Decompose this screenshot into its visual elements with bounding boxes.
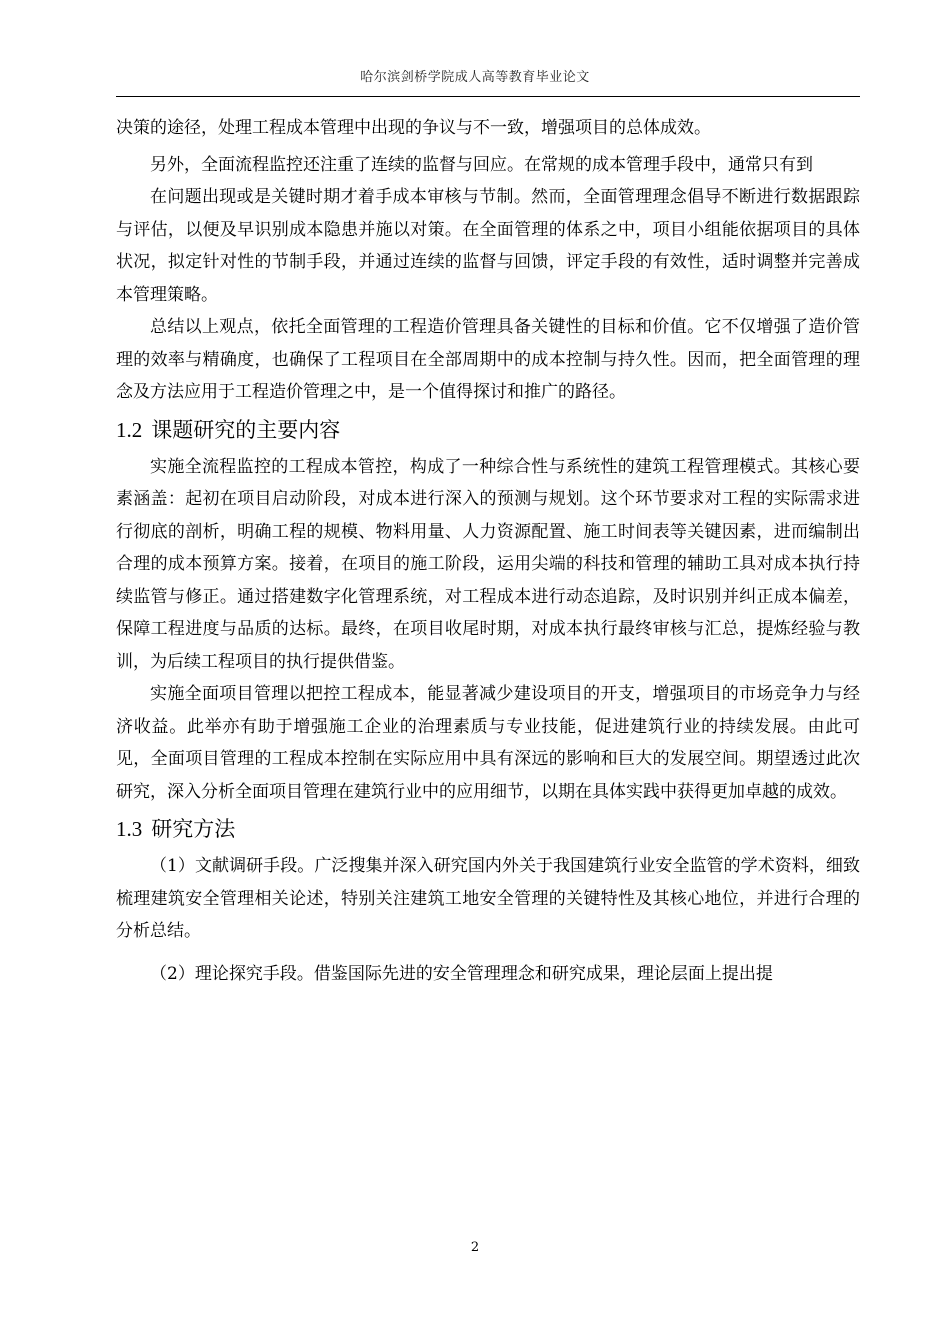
section-title: 研究方法 <box>151 817 236 841</box>
section-number: 1.3 <box>116 817 143 841</box>
method-item: （1）文献调研手段。广泛搜集并深入研究国内外关于我国建筑行业安全监管的学术资料，细致梳理建筑安全管理相关论述，特别关注建筑工地安全管理的关键特性及其核心地位，并进行合理的分析总结。 <box>116 856 860 941</box>
body-paragraph: 在问题出现或是关键时期才着手成本审核与节制。然而，全面管理理念倡导不断进行数据跟踪与评估，以便及早识别成本隐患并施以对策。在全面管理的体系之中，项目小组能依据项目的具体状况，拟定针对性的节制手段，并通过连续的监督与回馈，评定手段的有效性，适时调整并完善成本管理策略。 <box>116 187 860 305</box>
running-header: 哈尔滨剑桥学院成人高等教育毕业论文 <box>360 70 590 85</box>
body-paragraph: 实施全面项目管理以把控工程成本，能显著减少建设项目的开支，增强项目的市场竞争力与经济收益。此举亦有助于增强施工企业的治理素质与专业技能，促进建筑行业的持续发展。由此可见，全面项目管理的工程成本控制在实际应用中具有深远的影响和巨大的发展空间。期望透过此次研究，深入分析全面项目管理在建筑行业中的应用细节，以期在具体实践中获得更加卓越的成效。 <box>116 684 860 802</box>
section-number: 1.2 <box>116 417 143 442</box>
header-divider <box>116 96 860 97</box>
method-item: （2）理论探究手段。借鉴国际先进的安全管理理念和研究成果，理论层面上提出提 <box>150 963 773 984</box>
section-title: 课题研究的主要内容 <box>151 417 341 442</box>
page-number: 2 <box>470 1240 480 1255</box>
page-body <box>116 112 860 990</box>
body-paragraph: 实施全流程监控的工程成本管控，构成了一种综合性与系统性的建筑工程管理模式。其核心要素涵盖：起初在项目启动阶段，对成本进行深入的预测与规划。这个环节要求对工程的实际需求进行彻底的剖析，明确工程的规模、物料用量、人力资源配置、施工时间表等关键因素，进而编制出合理的成本预算方案。接着，在项目的施工阶段，运用尖端的科技和管理的辅助工具对成本执行持续监管与修正。通过搭建数字化管理系统，对工程成本进行动态追踪，及时识别并纠正成本偏差，保障工程进度与品质的达标。最终，在项目收尾时期，对成本执行最终审核与汇总，提炼经验与教训，为后续工程项目的执行提供借鉴。 <box>116 456 860 672</box>
body-paragraph: 决策的途径，处理工程成本管理中出现的争议与不一致，增强项目的总体成效。 <box>116 118 711 138</box>
body-paragraph: 总结以上观点，依托全面管理的工程造价管理具备关键性的目标和价值。它不仅增强了造价管理的效率与精确度，也确保了工程项目在全部周期中的成本控制与持久性。因而，把全面管理的理念及方法应用于工程造价管理之中，是一个值得探讨和推广的路径。 <box>116 317 860 402</box>
section-heading-1-2 <box>116 411 860 449</box>
body-paragraph: 另外，全面流程监控还注重了连续的监督与回应。在常规的成本管理手段中，通常只有到 <box>150 154 813 175</box>
section-heading-1-3 <box>116 810 860 848</box>
